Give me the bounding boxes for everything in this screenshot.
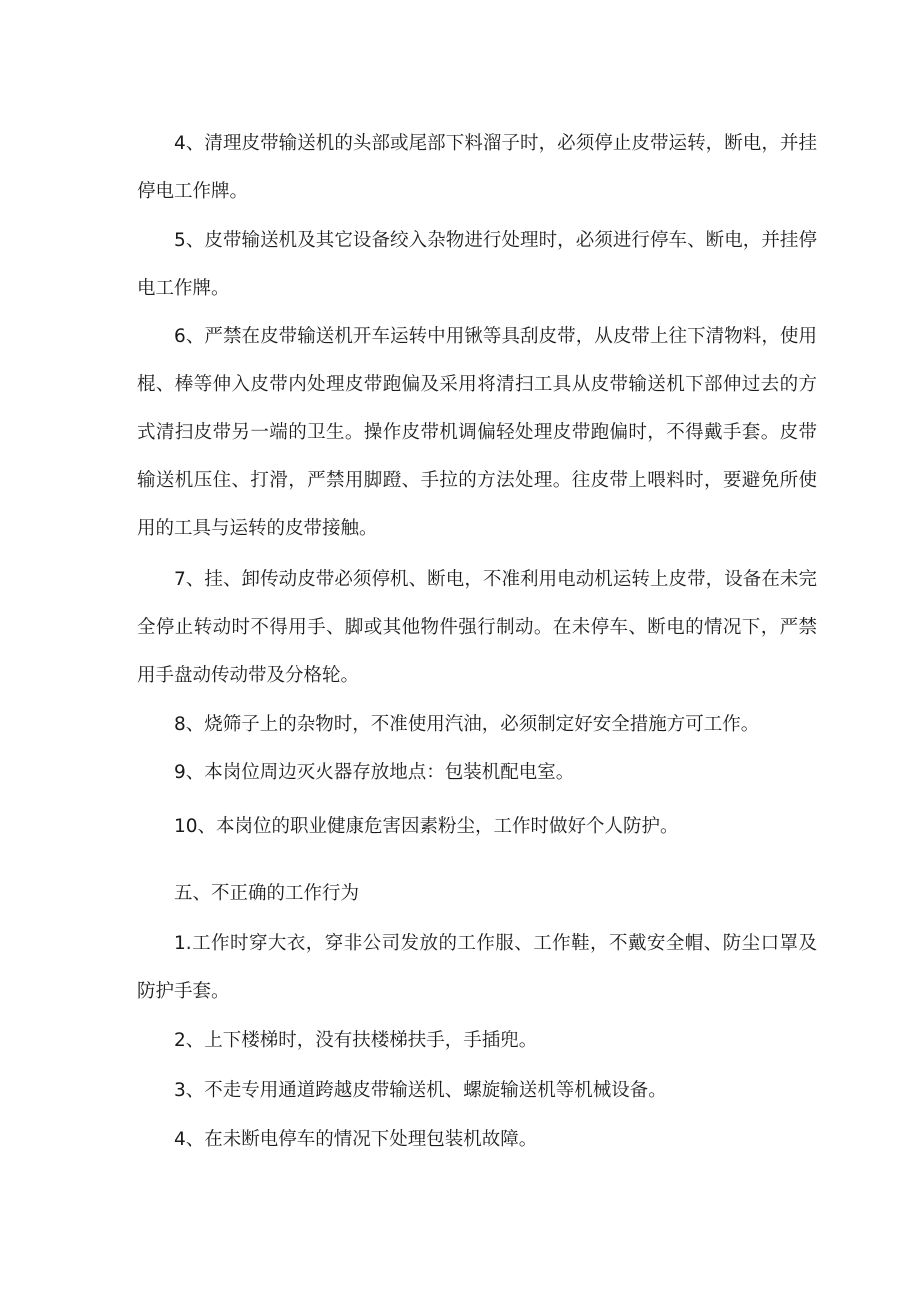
paragraph-rule-5: 5、皮带输送机及其它设备绞入杂物进行处理时，必须进行停车、断电，并挂停电工作牌。	[137, 230, 817, 299]
paragraph-rule-10: 10、本岗位的职业健康危害因素粉尘，工作时做好个人防护。	[174, 816, 679, 837]
paragraph-rule-7: 7、挂、卸传动皮带必须停机、断电，不准利用电动机运转上皮带，设备在未完全停止转动时不得用手、脚或其他物件强行制动。在未停车、断电的情况下，严禁用手盘动传动带及分格轮。	[137, 569, 817, 686]
list-item-2: 2、上下楼梯时，没有扶楼梯扶手，手插兜。	[174, 1030, 538, 1051]
list-item-1: 1.工作时穿大衣，穿非公司发放的工作服、工作鞋，不戴安全帽、防尘口罩及防护手套。	[137, 933, 817, 1002]
list-item-4: 4、在未断电停车的情况下处理包装机故障。	[174, 1129, 538, 1150]
list-item-3: 3、不走专用通道跨越皮带输送机、螺旋输送机等机械设备。	[174, 1080, 667, 1101]
paragraph-rule-8: 8、烧筛子上的杂物时，不准使用汽油，必须制定好安全措施方可工作。	[174, 714, 760, 735]
section-title: 五、不正确的工作行为	[174, 883, 360, 904]
paragraph-rule-6: 6、严禁在皮带输送机开车运转中用锹等具刮皮带，从皮带上往下清物料，使用棍、棒等伸入皮带内处理皮带跑偏及采用将清扫工具从皮带输送机下部伸过去的方式清扫皮带另一端的卫生。操作皮带机调偏轻处理皮带跑偏时，不得戴手套。皮带输送机压住、打滑，严禁用脚蹬、手拉的方法处理。往皮带上喂料时，要避免所使用的工具与运转的皮带接触。	[137, 326, 817, 539]
paragraph-rule-9: 9、本岗位周边灭火器存放地点：包装机配电室。	[174, 762, 575, 783]
paragraph-rule-4: 4、清理皮带输送机的头部或尾部下料溜子时，必须停止皮带运转，断电，并挂停电工作牌。	[137, 133, 817, 202]
